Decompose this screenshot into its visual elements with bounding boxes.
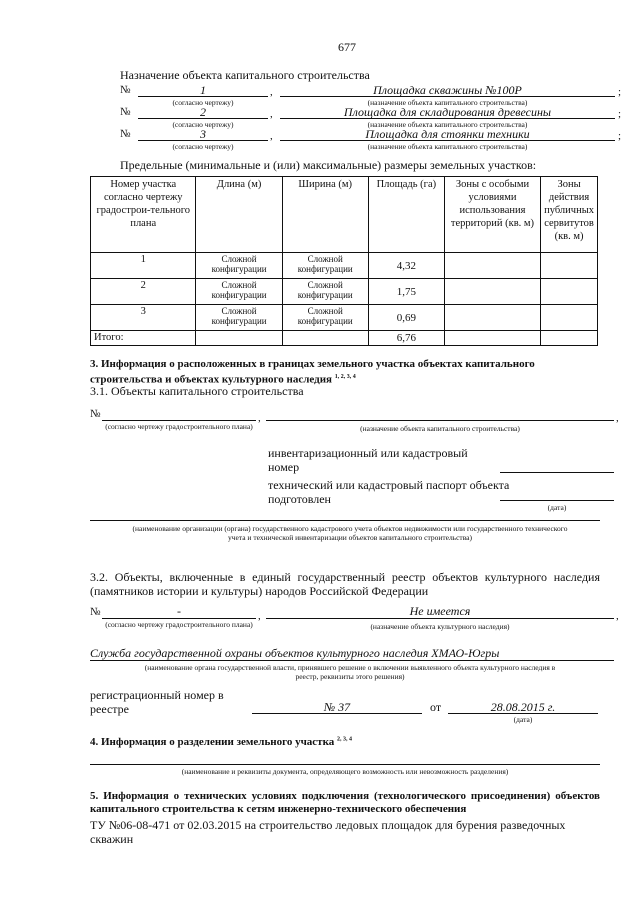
heritage-name: Не имеется	[409, 604, 471, 618]
no-label: №	[120, 84, 131, 96]
reg-number-value: № 37	[323, 700, 351, 714]
section-3-2-title: 3.2. Объекты, включенные в единый государственный реестр объектов культурного наследия (памятников истории и культуры) народов Российской Федерации	[90, 570, 600, 598]
reg-date-value: 28.08.2015 г.	[490, 700, 556, 714]
row-number: 3	[200, 127, 206, 141]
header-width: Ширина (м)	[282, 177, 368, 253]
section-4-caption: (наименование и реквизиты документа, определяющего возможность или невозможность разделения)	[181, 767, 509, 776]
object-name: Площадка для стоянки техники	[365, 127, 530, 141]
header-area: Площадь (га)	[368, 177, 444, 253]
table-row: 3 Сложной конфигурации Сложной конфигурации 0,69	[91, 305, 598, 331]
inventory-number-label: инвентаризационный или кадастровый номер	[268, 446, 468, 474]
header-servitude-zones: Зоны действия публичных сервитутов (кв. м)	[541, 177, 598, 253]
authority-caption: (наименование органа государственной власти, принявшего решение о включении выявленного объекта культурного наследия в реестр, реквизиты этого решения)	[144, 663, 556, 681]
row-number: 2	[200, 105, 206, 119]
object-name: Площадка для складирования древесины	[343, 105, 552, 119]
reg-number-label: регистрационный номер в реестре	[90, 688, 224, 716]
row-number: 1	[200, 83, 206, 97]
purpose-heading: Назначение объекта капитального строительства	[120, 68, 370, 82]
table-row: 1 Сложной конфигурации Сложной конфигурации 4,32	[91, 253, 598, 279]
sizes-heading: Предельные (минимальные и (или) максимальные) размеры земельных участков:	[120, 158, 537, 172]
table-row: 2 Сложной конфигурации Сложной конфигурации 1,75	[91, 279, 598, 305]
object-name: Площадка скважины №100Р	[373, 83, 522, 97]
header-special-zones: Зоны с особыми условиями использования территорий (кв. м)	[444, 177, 540, 253]
land-plots-table	[90, 176, 598, 346]
page-number: 677	[338, 40, 356, 54]
heritage-number: -	[177, 604, 181, 618]
org-caption: (наименование организации (органа) государственного кадастрового учета объектов недвижимости или государственного технического учета и технической инвентаризации объектов капитального строительства)	[132, 524, 568, 542]
section-3-title: 3. Информация о расположенных в границах земельного участка объектах капитального строительства и объектах культурного наследия $^{1, 2, 3, 4}$	[90, 358, 535, 386]
table-total-row: Итого: 6,76	[91, 331, 598, 346]
header-plot-number: Номер участка согласно чертежу градострои-тельного плана	[91, 177, 196, 253]
section-4-title: 4. Информация о разделении земельного участка $^{2, 3, 4}$	[90, 736, 352, 748]
header-length: Длина (м)	[196, 177, 282, 253]
passport-label: технический или кадастровый паспорт объекта подготовлен	[268, 478, 510, 506]
section-5-title: 5. Информация о технических условиях подключения (технологического присоединения) объектов капитального строительства к сетям инженерно-технического обеспечения	[90, 790, 600, 815]
section-3-1-title: 3.1. Объекты капитального строительства	[90, 384, 304, 398]
section-5-text: ТУ №06-08-471 от 02.03.2015 на строительство ледовых площадок для бурения разведочных скважин	[90, 818, 566, 846]
authority-name: Служба государственной охраны объектов культурного наследия ХМАО-Югры	[90, 646, 500, 660]
